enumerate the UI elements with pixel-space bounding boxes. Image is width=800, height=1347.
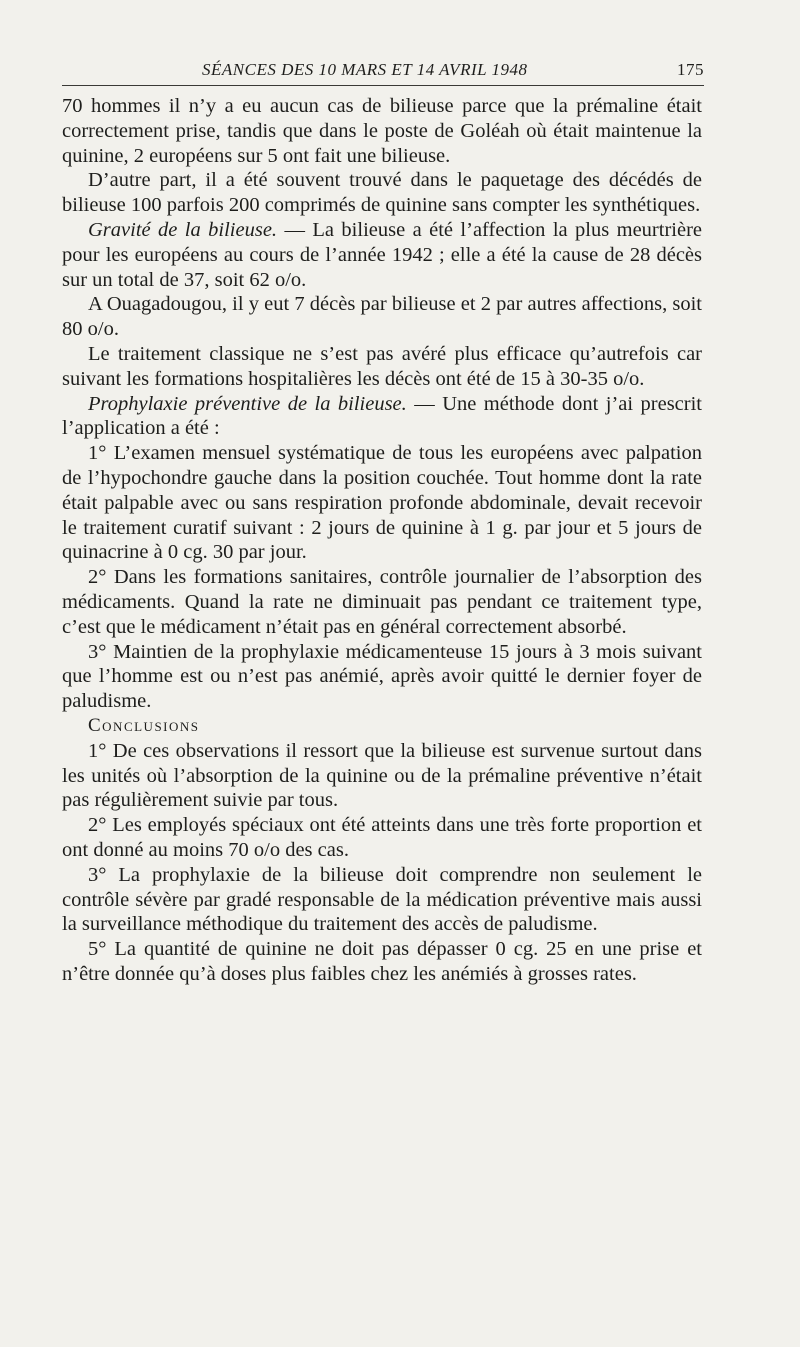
paragraph: 2° Dans les formations sanitaires, contrôle journalier de l’absorption des médicaments. Quand la rate ne diminuait pas pendant ce traitement type, c’est que le médicament n’était pas en général correctement absorbé. [62,566,702,638]
section-lead: Gravité de la bilieuse. [88,218,278,241]
section-heading: Conclusions [88,714,200,736]
paragraph: 2° Les employés spéciaux ont été atteints dans une très forte proportion et ont donné au moins 70 o/o des cas. [62,814,702,861]
paragraph: A Ouagadougou, il y eut 7 décès par bilieuse et 2 par autres affections, soit 80 o/o. [62,293,702,341]
paragraph: 5° La quantité de quinine ne doit pas dépasser 0 cg. 25 en une prise et n’être donnée qu’à doses plus faibles chez les anémiés à grosses rates. [62,938,702,985]
paragraph: Gravité de la bilieuse. — La bilieuse a été l’affection la plus meurtrière pour les européens au cours de l’année 1942 ; elle a été la cause de 28 décès sur un total de 37, soit 62 o/o. [62,218,703,291]
paragraph: 3° Maintien de la prophylaxie médicamenteuse 15 jours à 3 mois suivant que l’homme est ou n’est pas anémié, après avoir quitté le dernier foyer de paludisme. [62,640,702,713]
page-number: 175 [677,60,704,79]
section-lead: Prophylaxie préventive de la bilieuse. [88,392,407,415]
running-head-title: SÉANCES DES 10 MARS ET 14 AVRIL 1948 [202,60,528,79]
paragraph: Le traitement classique ne s’est pas avéré plus efficace qu’autrefois car suivant les formations hospitalières les décès ont été de 15 à 30-35 o/o. [62,342,702,390]
paragraph: D’autre part, il a été souvent trouvé dans le paquetage des décédés de bilieuse 100 parfois 200 comprimés de quinine sans compter les synthétiques. [62,169,702,217]
paragraph: 1° De ces observations il ressort que la bilieuse est survenue surtout dans les unités où l’absorption de la quinine ou de la prémaline préventive n’était pas régulièrement suivie par tous. [62,739,702,812]
body-text [62,94,702,987]
paragraph: Prophylaxie préventive de la bilieuse. — Une méthode dont j’ai prescrit l’application a été : [62,392,702,440]
paragraph: 3° La prophylaxie de la bilieuse doit comprendre non seulement le contrôle sévère par gradé responsable de la médication préventive mais aussi la surveillance méthodique du traitement des accès de paludisme. [62,863,702,936]
paragraph: 1° L’examen mensuel systématique de tous les européens avec palpation de l’hypochondre gauche dans la position couchée. Tout homme dont la rate était palpable avec ou sans respiration profonde abdominale, devait recevoir le traitement curatif suivant : 2 jours de quinine à 1 g. par jour et 5 jours de quinacrine à 0 cg. 30 par jour. [62,442,702,564]
header-rule [62,85,704,86]
paragraph: 70 hommes il n’y a eu aucun cas de bilieuse parce que la prémaline était correctement prise, tandis que dans le poste de Goléah où était maintenue la quinine, 2 européens sur 5 ont fait une bilieuse. [62,95,702,167]
